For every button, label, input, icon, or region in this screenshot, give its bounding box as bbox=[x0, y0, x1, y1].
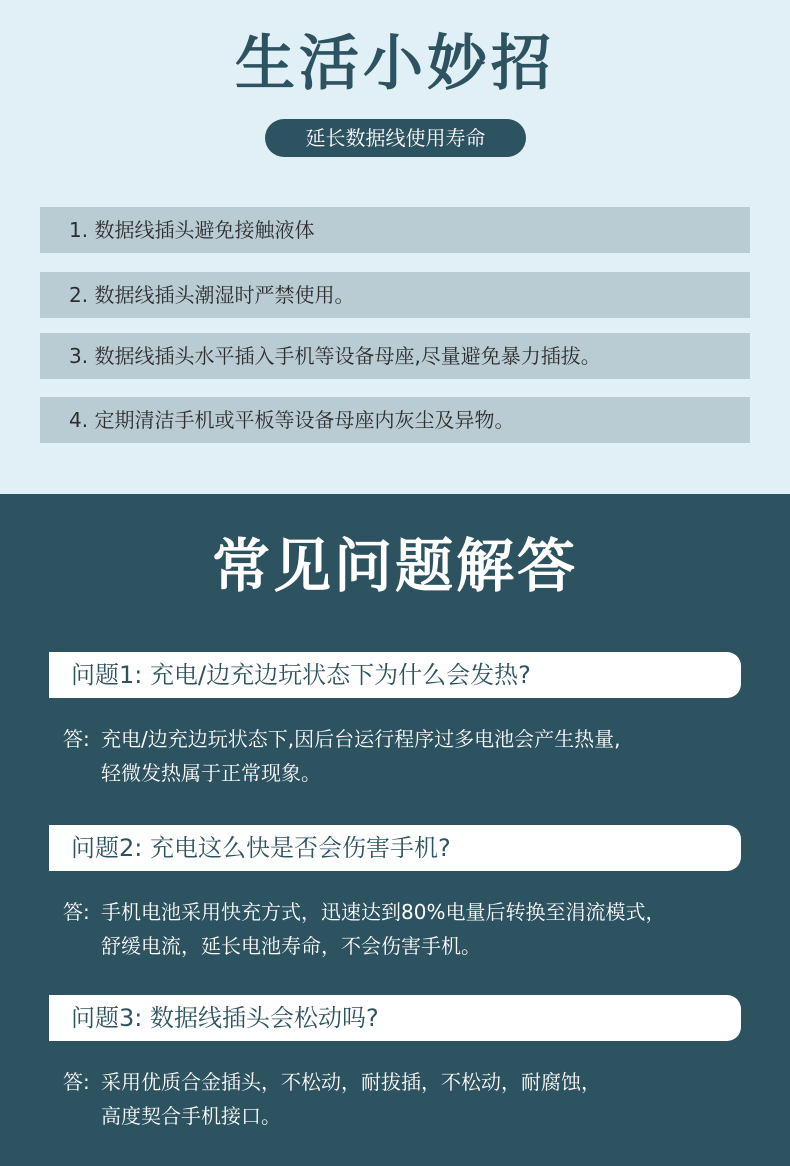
tip-item-3: 3. 数据线插头水平插入手机等设备母座,尽量避免暴力插拔。 bbox=[40, 333, 750, 379]
faq-answer-1-line-2: 轻微发热属于正常现象。 bbox=[101, 761, 321, 785]
faq-answer-2-line-1: 手机电池采用快充方式，迅速达到80%电量后转换至涓流模式， bbox=[101, 900, 666, 924]
tip-item-2: 2. 数据线插头潮湿时严禁使用。 bbox=[40, 272, 750, 318]
life-tips-section bbox=[0, 0, 790, 494]
tip-item-4: 4. 定期清洁手机或平板等设备母座内灰尘及异物。 bbox=[40, 397, 750, 443]
answer-prefix: 答: bbox=[63, 727, 90, 751]
faq-section bbox=[0, 494, 790, 1166]
faq-answer-1-line-1: 充电/边充边玩状态下,因后台运行程序过多电池会产生热量, bbox=[101, 727, 621, 751]
tip-item-1: 1. 数据线插头避免接触液体 bbox=[40, 207, 750, 253]
life-tips-title: 生活小妙招 bbox=[235, 29, 555, 99]
faq-answer-2-line-2: 舒缓电流，延长电池寿命，不会伤害手机。 bbox=[101, 934, 481, 958]
faq-title: 常见问题解答 bbox=[211, 532, 578, 600]
faq-answer-3-line-2: 高度契合手机接口。 bbox=[101, 1104, 281, 1128]
answer-prefix: 答: bbox=[63, 1070, 90, 1094]
faq-answer-3-line-1: 采用优质合金插头，不松动，耐拔插，不松动，耐腐蚀， bbox=[101, 1070, 601, 1094]
life-tips-subtitle-badge: 延长数据线使用寿命 bbox=[265, 119, 526, 157]
answer-prefix: 答: bbox=[63, 900, 90, 924]
faq-question-3: 问题3: 数据线插头会松动吗? bbox=[49, 995, 741, 1041]
faq-answer-2 bbox=[63, 895, 743, 963]
faq-question-1: 问题1: 充电/边充边玩状态下为什么会发热? bbox=[49, 652, 741, 698]
faq-answer-3 bbox=[63, 1065, 743, 1133]
faq-question-2: 问题2: 充电这么快是否会伤害手机? bbox=[49, 825, 741, 871]
faq-answer-1 bbox=[63, 722, 743, 790]
